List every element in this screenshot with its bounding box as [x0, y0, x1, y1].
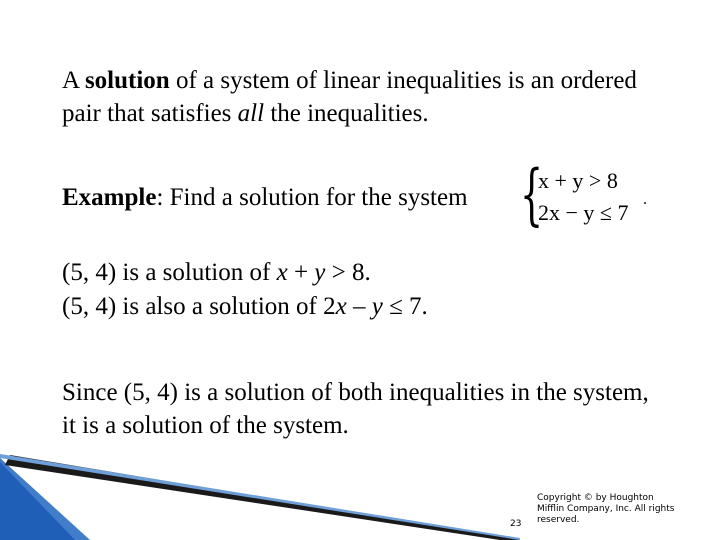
solution-line-2: [62, 290, 428, 323]
plus: +: [287, 259, 315, 286]
text-c: of a system of linear inequalities is an ordered pair that satisfies: [62, 67, 637, 127]
page-number: 23: [510, 519, 522, 529]
solution-line-1: [62, 256, 371, 289]
text-a: A: [62, 67, 85, 94]
conclusion-paragraph: Since (5, 4) is a solution of both inequalities in the system, it is a solution of the system.: [62, 379, 649, 439]
corner-decoration: [0, 440, 520, 540]
sol2-post: ≤ 7.: [382, 293, 428, 320]
sol1-post: > 8.: [325, 259, 371, 286]
inequality-system: [520, 156, 650, 235]
copyright-notice: Copyright © by Houghton Mifflin Company, Inc. All rights reserved.: [537, 493, 675, 525]
example-line: [62, 181, 468, 214]
example-text: : Find a solution for the system: [156, 184, 468, 211]
term-solution: solution: [84, 67, 170, 94]
var-y: y: [314, 259, 326, 286]
sol1-pre: (5, 4) is a solution of: [62, 259, 277, 286]
emphasis-all: all: [237, 100, 265, 127]
example-label: Example: [62, 184, 157, 211]
inequality-1: x + y > 8: [538, 168, 618, 193]
definition-paragraph: [62, 64, 662, 130]
var-x: x: [335, 293, 347, 320]
minus: –: [346, 293, 372, 320]
system-period: .: [643, 191, 647, 208]
corner-blue-stroke: [0, 454, 520, 540]
var-x: x: [276, 259, 288, 286]
inequality-2: 2x − y ≤ 7: [538, 200, 629, 225]
text-e: the inequalities.: [264, 100, 429, 127]
sol2-pre: (5, 4) is also a solution of 2: [62, 293, 336, 320]
var-y: y: [371, 293, 383, 320]
left-brace-icon: {: [520, 156, 544, 233]
